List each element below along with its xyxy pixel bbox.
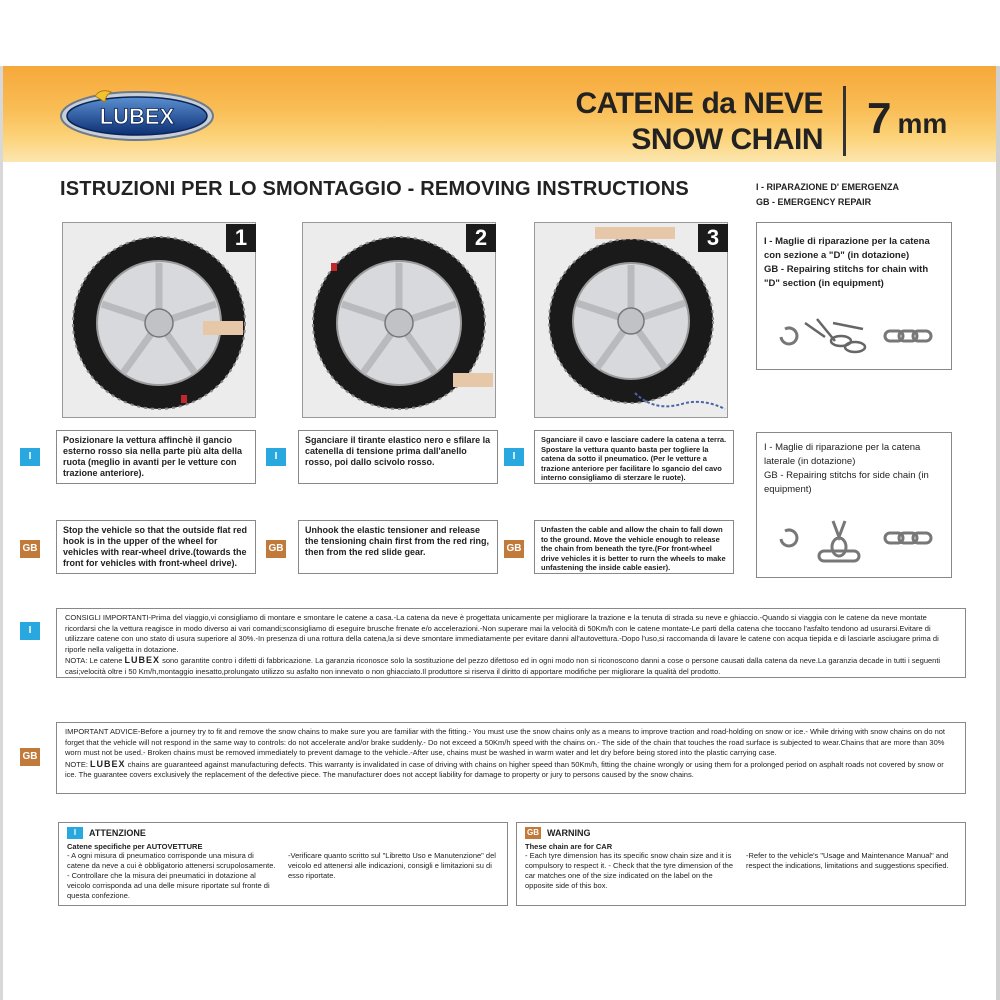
attenzione-subtitle: Catene specifiche per AUTOVETTURE: [67, 842, 203, 851]
step-2-text-gb: Unhook the elastic tensioner and release the tensioning chain first from the red ring, then from the red slide gear.: [298, 520, 498, 574]
advice-italian: [56, 608, 966, 678]
flag-italian: I: [266, 448, 286, 466]
repair-side-chain-box: [756, 432, 952, 578]
note-brand: LUBEX: [90, 758, 126, 769]
logo-text: LUBEX: [99, 104, 175, 129]
flag-italian: I: [20, 448, 40, 466]
advice-it-note: NOTA: Le catene LUBEX sono garantite contro i difetti di fabbricazione. La garanzia riconosce solo la sostituzione del pezzo difettoso ed in ogni modo non si riconoscono danni a cose o persone causati dalla catena da neve.La garanzia decade in tutti i seguenti casi;velocità oltre i 50 Km/h,montaggio inesatto,prolungato utilizzo su asfalto non innevato o non ghiacciato.Il produttore si riserva il diritto di apportare modifiche per migliorare la qualità del prodotto.: [65, 655, 941, 676]
lubex-logo: [59, 86, 215, 142]
step-1-text-gb: Stop the vehicle so that the outside flat red hook is in the upper of the wheel for vehicles with rear-wheel drive.(towards the front for vehicles with front-wheel drive).: [56, 520, 256, 574]
attenzione-col-2: -Verificare quanto scritto sul "Libretto Uso e Manutenzione" del veicolo ed attenersi alle indicazioni, consigli e limitazioni su di esso riportate.: [288, 851, 496, 880]
step-2-text-it: Sganciare il tirante elastico nero e sfilare la catenella di tensione prima dall'anello rosso, poi dallo scivolo rosso.: [298, 430, 498, 484]
step-3-text-gb: Unfasten the cable and allow the chain to fall down to the ground. Move the vehicle enough to release the chain from beneath the tyre.(For front-wheel drive vehicles it is better to rurn the wheels to make unfastening the inside cable easier).: [534, 520, 734, 574]
chain-size-unit: mm: [897, 108, 948, 139]
right-border: [996, 66, 1000, 1000]
flag-italian: I: [20, 622, 40, 640]
flag-english: GB: [504, 540, 524, 558]
attenzione-title: ATTENZIONE: [89, 828, 146, 838]
step-1-number: 1: [226, 224, 256, 252]
flag-italian: I: [67, 827, 83, 839]
wheel-with-chain-illustration: [63, 223, 256, 418]
title-english: SNOW CHAIN: [631, 123, 823, 156]
advice-gb-note: NOTE: LUBEX chains are guaranteed against manufacturing defects. This warranty is invalidated in case of driving with chains on higher speed than 50Km/h, fitting the chaine wrongly or using them for a prolonged period on asphalt roads not covered by snow or ice. The guarantee covers exclusively the replacement of the defective piece. The manufacturer does not accept liability for damage to property or jury to persons caused by the snow chains.: [65, 758, 944, 779]
step-2-number: 2: [466, 224, 496, 252]
flag-english: GB: [527, 828, 539, 837]
attenzione-box: [58, 822, 508, 906]
warning-col-2: -Refer to the vehicle's "Usage and Maintenance Manual" and respect the indications, limitations and suggestions specified.: [746, 851, 949, 870]
repair-d-section-gb: GB - Repairing stitchs for chain with "D" section (in equipment): [764, 264, 929, 289]
repair-side-it: I - Maglie di riparazione per la catena laterale (in dotazione): [764, 442, 921, 467]
warning-subtitle: These chain are for CAR: [525, 842, 613, 851]
chain-size-value: 7: [867, 94, 892, 143]
side-chain-links-icon: [757, 511, 953, 571]
left-border: [0, 66, 3, 1000]
wheel-with-chain-illustration: [303, 223, 496, 418]
emergency-title-it: I - RIPARAZIONE D' EMERGENZA: [756, 182, 899, 192]
advice-english: [56, 722, 966, 794]
warning-title: WARNING: [547, 828, 591, 838]
step-3-text-it: Sganciare il cavo e lasciare cadere la catena a terra. Spostare la vettura quanto basta per togliere la catena da sotto il pneumatico. (Per le vetture a trazione anteriore per facilitare lo sgancio del cavo interno consigliamo di sterzare le ruote).: [534, 430, 734, 484]
emergency-title-gb: GB - EMERGENCY REPAIR: [756, 197, 872, 207]
header-title: [533, 86, 823, 158]
step-3-number: 3: [698, 224, 728, 252]
flag-english: GB: [20, 748, 40, 766]
flag-english: GB: [20, 540, 40, 558]
attenzione-col-1: - A ogni misura di pneumatico corrisponde una misura di catene da neve a cui è obbligatorio attenersi scrupolosamente. - Controllare che la misura dei pneumatici in dotazione al veicolo corrisponda ad una delle misure riportate sul fronte di questa confezione.: [67, 851, 276, 900]
note-brand: LUBEX: [124, 655, 160, 665]
repair-d-section-it: I - Maglie di riparazione per la catena con sezione a "D" (in dotazione): [764, 236, 930, 261]
repair-links-icon: [757, 309, 953, 369]
warning-col-1: - Each tyre dimension has its specific snow chain size and it is compulsory to respect it. - Check that the tyre dimension of the car matches one of the size indicated on the label on the opposite side of this box.: [525, 851, 734, 890]
advice-gb-text: IMPORTANT ADVICE-Before a journey try to fit and remove the snow chains to make sure you are familiar with the fitting.- You must use the snow chains only as a means to improve traction and road-holding on snow or ice.- While driving with snow chains on do not forget that the vehicle will not respond in the same way to controls: do not accelerate and/or brake suddenly.- Do not exceed a 50Km/h speed with the chains on.- The side of the chain that touches the road surface is subjected to wear.Chains that are more than 30% worn must not be used.- Broken chains must be removed immediately to prevent damage to the vehicle.-After use, chains must be washed in warm water and let dry before being stored into the plastic carrying case.: [65, 727, 946, 757]
flag-italian: I: [504, 448, 524, 466]
title-italian: CATENE da NEVE: [575, 87, 823, 120]
warning-box: [516, 822, 966, 906]
header-banner: [3, 66, 996, 162]
section-heading: ISTRUZIONI PER LO SMONTAGGIO - REMOVING INSTRUCTIONS: [60, 178, 689, 200]
flag-english: GB: [266, 540, 286, 558]
header-divider: [843, 86, 846, 156]
chain-size: [867, 94, 947, 144]
repair-side-gb: GB - Repairing stitchs for side chain (in equipment): [764, 470, 929, 495]
step-1-text-it: Posizionare la vettura affinchè il gancio esterno rosso sia nella parte più alta della ruota (meglio in avanti per le vetture con trazione anteriore).: [56, 430, 256, 484]
repair-d-section-box: [756, 222, 952, 370]
emergency-repair-title: [756, 180, 899, 210]
wheel-with-chain-illustration: [535, 223, 728, 418]
advice-it-text: CONSIGLI IMPORTANTI-Prima del viaggio,vi consigliamo di montare e smontare le catene a casa.-La catena da neve è progettata unicamente per migliorare la trazione e la tenuta di strada su neve e ghiaccio.-Quando si viaggia con le catene da neve montate ricordarsi che la vettura reagisce in modo diverso ai vari comandi;sconsigliamo di eseguire brusche frenate e/o accelerazioni.-Non superare mai la velocità di 50Km/h con le catene montate-Le parti della catena che toccano l'asfalto tendono ad usurarsi.Evitare di utilizzare catene con uno stato di usura superiore al 30%.-In presenza di una rottura della catena,la si deve smontare immediatamente per evitare danni all'autovettura.-Dopo l'uso,si raccomanda di lavare le catene con acqua tiepida e di lasciarle asciugare prima di riporle nella valigetta in dotazione.: [65, 613, 939, 654]
